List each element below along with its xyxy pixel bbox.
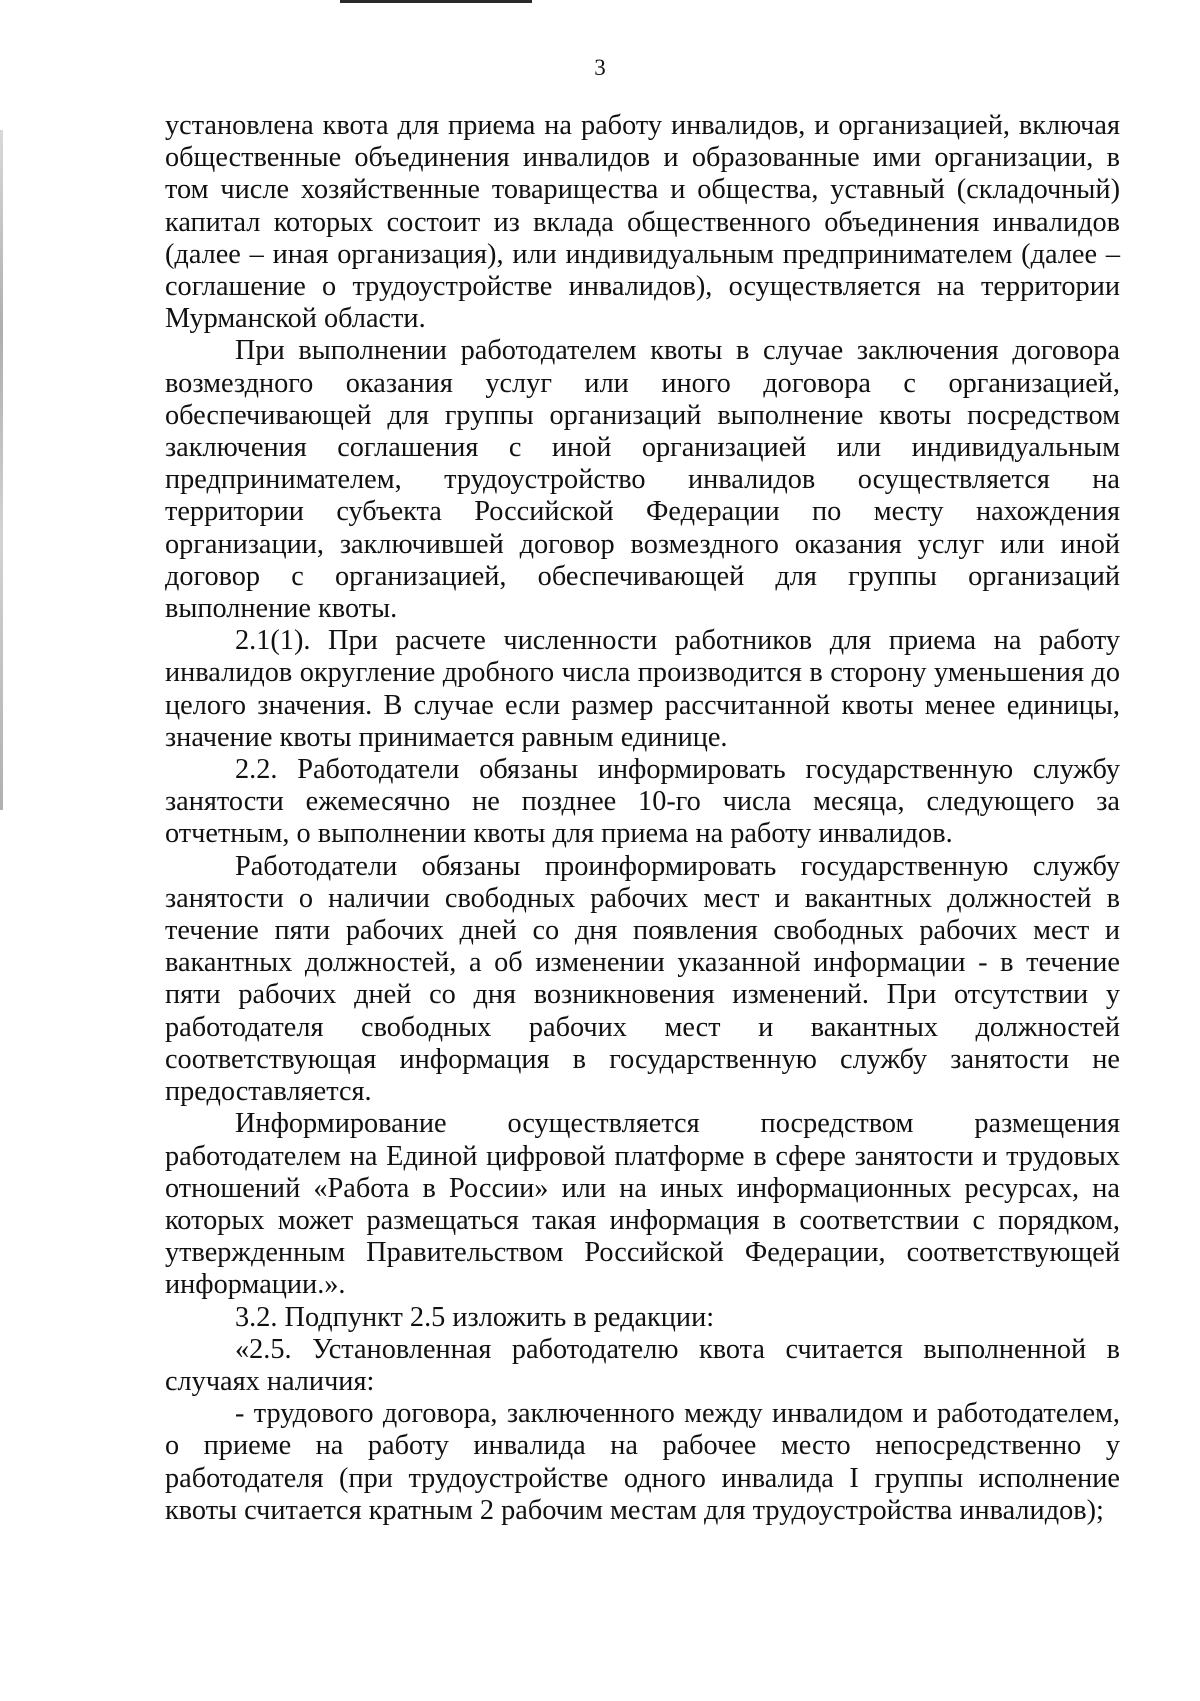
paragraph-continuation: установлена квота для приема на работу инвалидов, и организацией, включая общественные объединения инвалидов и образованные ими организации, в том числе хозяйственные товарищества и общества, уставный (складочный) капитал которых состоит из вклада общественного объединения инвалидов (далее – иная организация), или индивидуальным предпринимателем (далее – соглашение о трудоустройстве инвалидов), осуществляется на территории Мурманской области. bbox=[165, 110, 1120, 335]
page-number: 3 bbox=[594, 55, 606, 80]
paragraph-quota-contract: При выполнении работодателем квоты в случае заключения договора возмездного оказания услуг или иного договора с организацией, обеспечивающей для группы организаций выполнение квоты посредством заключения соглашения с иной организацией или индивидуальным предпринимателем, трудоустройство инвалидов осуществляется на территории субъекта Российской Федерации по месту нахождения организации, заключившей договор возмездного оказания услуг или иной договор с организацией, обеспечивающей для группы организаций выполнение квоты. bbox=[165, 335, 1120, 625]
list-item-labor-contract: - трудового договора, заключенного между инвалидом и работодателем, о приеме на работу инвалида на рабочее место непосредственно у работодателя (при трудоустройстве одного инвалида I группы исполнение квоты считается кратным 2 рабочим местам для трудоустройства инвалидов); bbox=[165, 1398, 1120, 1526]
paragraph-2-2: 2.2. Работодатели обязаны информировать государственную службу занятости ежемесячно не позднее 10-го числа месяца, следующего за отчетным, о выполнении квоты для приема на работу инвалидов. bbox=[165, 754, 1120, 850]
paragraph-3-2: 3.2. Подпункт 2.5 изложить в редакции: bbox=[235, 1301, 715, 1333]
top-rule bbox=[340, 0, 532, 3]
scan-edge-shadow bbox=[0, 130, 3, 810]
paragraph-2-5: «2.5. Установленная работодателю квота считается выполненной в случаях наличия: bbox=[165, 1333, 1120, 1397]
document-body bbox=[165, 110, 1120, 1527]
paragraph-2-1-1: 2.1(1). При расчете численности работников для приема на работу инвалидов округление дробного числа производится в сторону уменьшения до целого значения. В случае если размер рассчитанной квоты менее единицы, значение квоты принимается равным единице. bbox=[165, 625, 1120, 753]
paragraph-informing: Информирование осуществляется посредством размещения работодателем на Единой цифровой платформе в сфере занятости и трудовых отношений «Работа в России» или на иных информационных ресурсах, на которых может размещаться такая информация в соответствии с порядком, утвержденным Правительством Российской Федерации, соответствующей информации.». bbox=[165, 1108, 1120, 1301]
paragraph-vacancy-info: Работодатели обязаны проинформировать государственную службу занятости о наличии свободных рабочих мест и вакантных должностей в течение пяти рабочих дней со дня появления свободных рабочих мест и вакантных должностей, а об изменении указанной информации - в течение пяти рабочих дней со дня возникновения изменений. При отсутствии у работодателя свободных рабочих мест и вакантных должностей соответствующая информация в государственную службу занятости не предоставляется. bbox=[165, 850, 1120, 1108]
